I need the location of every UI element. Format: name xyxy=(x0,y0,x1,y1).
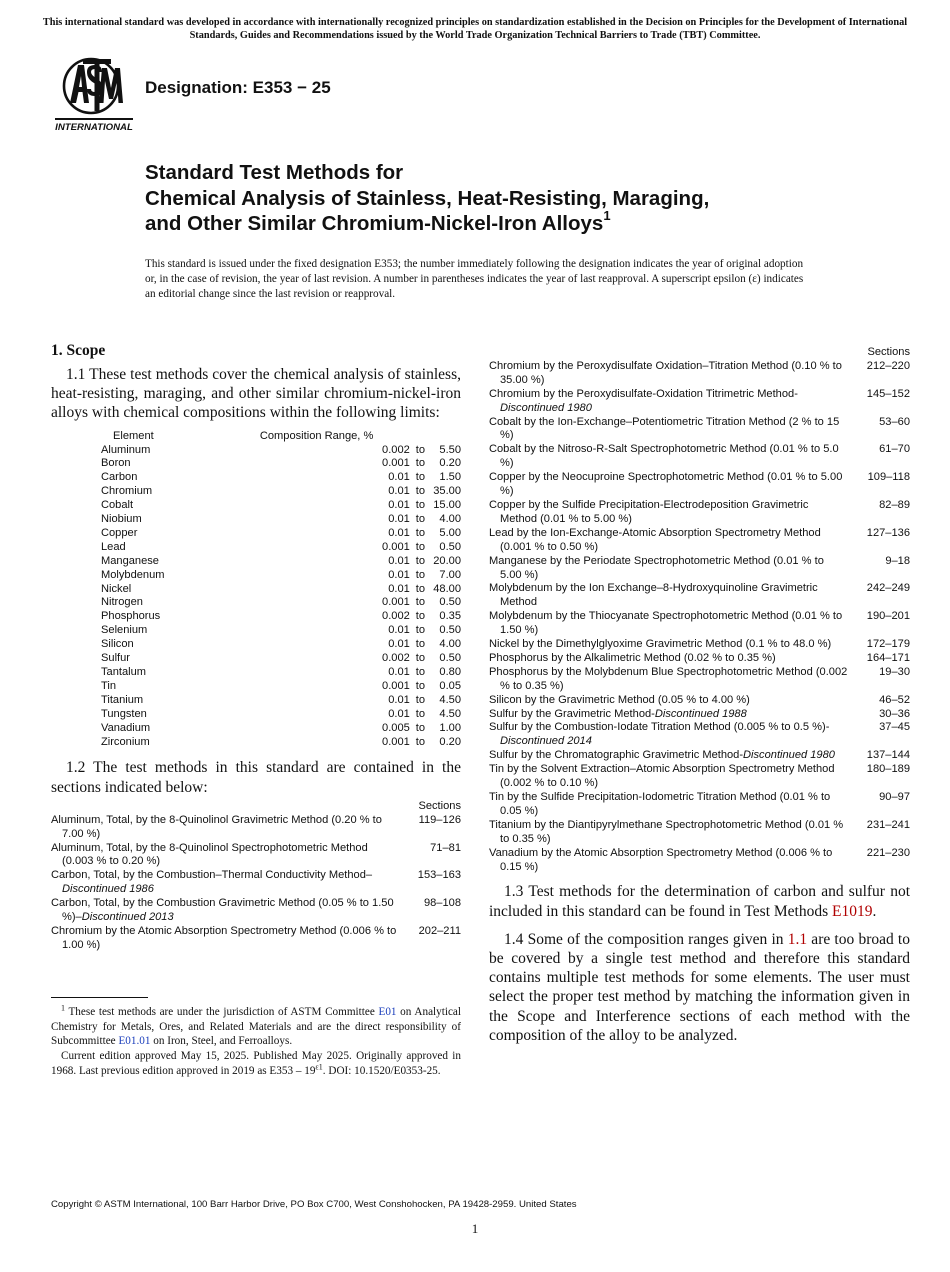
footnote-1-text-a: These test methods are under the jurisdiction of ASTM Committee xyxy=(65,1006,379,1018)
method-title xyxy=(51,925,409,953)
link-committee-e01[interactable]: E01 xyxy=(378,1006,397,1018)
page-number: 1 xyxy=(471,1221,479,1236)
composition-element: Chromium xyxy=(101,485,153,498)
composition-row xyxy=(101,708,461,722)
method-sections: 109–118 xyxy=(867,471,910,484)
composition-to: to xyxy=(415,596,426,609)
method-row xyxy=(489,749,910,763)
method-title xyxy=(51,869,409,897)
composition-low: 0.01 xyxy=(388,499,410,512)
footnote-doi: . DOI: 10.1520/E0353-25. xyxy=(322,1064,441,1077)
composition-element: Cobalt xyxy=(101,499,134,512)
method-title-text: Chromium by the Atomic Absorption Spectrometry Method (0.006 % to 1.00 %) xyxy=(51,925,397,951)
method-row xyxy=(489,443,910,471)
sections-header-left: Sections xyxy=(418,799,461,812)
composition-row xyxy=(101,444,461,458)
composition-to: to xyxy=(415,610,426,623)
composition-high: 0.50 xyxy=(439,624,461,637)
composition-low: 0.01 xyxy=(388,693,410,706)
composition-to: to xyxy=(415,485,426,498)
method-title xyxy=(489,847,858,875)
composition-to: to xyxy=(415,721,426,734)
method-sections: 19–30 xyxy=(879,665,910,678)
method-title xyxy=(489,527,858,555)
method-title-text: Aluminum, Total, by the 8-Quinolinol Spectrophotometric Method (0.003 % to 0.20 %) xyxy=(51,841,368,868)
composition-to: to xyxy=(415,679,426,692)
method-title xyxy=(51,814,409,842)
method-title xyxy=(489,708,858,722)
designation: Designation: E353 − 25 xyxy=(145,78,331,97)
composition-row xyxy=(101,736,461,750)
composition-high: 4.00 xyxy=(439,638,461,651)
paragraph-1-2: 1.2 The test methods in this standard are contained in the sections indicated below: xyxy=(51,759,461,796)
composition-to: to xyxy=(415,540,426,553)
composition-to: to xyxy=(415,499,426,512)
composition-element: Phosphorus xyxy=(101,610,161,623)
composition-high: 0.50 xyxy=(439,596,461,609)
composition-high: 5.50 xyxy=(439,443,461,456)
composition-to: to xyxy=(415,554,426,567)
method-sections: 153–163 xyxy=(417,869,461,882)
composition-low: 0.01 xyxy=(388,485,410,498)
composition-high: 35.00 xyxy=(433,485,461,498)
footnote-edition xyxy=(51,1049,461,1078)
footnotes xyxy=(51,1005,461,1079)
composition-low: 0.01 xyxy=(388,568,410,581)
composition-row xyxy=(101,638,461,652)
sections-header-right: Sections xyxy=(867,346,910,358)
method-title xyxy=(489,443,858,471)
method-discontinued-note: Discontinued 1986 xyxy=(62,883,154,896)
method-sections: 53–60 xyxy=(879,415,910,428)
title-line-2: Chemical Analysis of Stainless, Heat-Resisting, Maraging, xyxy=(145,186,710,210)
composition-high: 0.35 xyxy=(439,610,461,623)
composition-low: 0.002 xyxy=(382,443,410,456)
composition-header-element: Element xyxy=(113,429,154,442)
method-row xyxy=(51,925,461,953)
method-row xyxy=(489,638,910,652)
composition-element: Vanadium xyxy=(101,721,151,734)
composition-to: to xyxy=(415,652,426,665)
composition-row xyxy=(101,541,461,555)
footnote-1-text-b: on Analytical Chemistry for Metals, Ores, and Related Materials and are the direct responsibility of Subcommittee xyxy=(51,1006,462,1048)
composition-low: 0.01 xyxy=(388,526,410,539)
method-title xyxy=(489,819,858,847)
method-row xyxy=(489,416,910,444)
composition-high: 48.00 xyxy=(433,582,461,595)
composition-high: 4.50 xyxy=(439,693,461,706)
composition-row xyxy=(101,569,461,583)
method-title xyxy=(489,610,858,638)
method-title xyxy=(51,842,409,870)
composition-row xyxy=(101,555,461,569)
title-line-1: Standard Test Methods for xyxy=(145,161,404,184)
method-sections: 61–70 xyxy=(879,443,910,456)
method-row xyxy=(489,610,910,638)
composition-low: 0.002 xyxy=(382,652,410,665)
method-title-text: Manganese by the Periodate Spectrophotometric Method (0.01 % to 5.00 %) xyxy=(489,554,824,581)
right-column xyxy=(489,346,910,1045)
method-row xyxy=(489,555,910,583)
composition-low: 0.01 xyxy=(388,666,410,679)
method-title-text: Cobalt by the Ion-Exchange–Potentiometric Titration Method (2 % to 15 %) xyxy=(489,415,840,442)
method-sections: 30–36 xyxy=(879,707,910,720)
method-title xyxy=(51,897,409,925)
paragraph-1-1: 1.1 These test methods cover the chemical analysis of stainless, heat-resisting, maraging, and other similar chromium-nickel-iron alloys with chemical compositions within the following limits: xyxy=(51,366,461,422)
composition-row xyxy=(101,694,461,708)
composition-row xyxy=(101,499,461,513)
composition-high: 0.20 xyxy=(439,457,461,470)
method-row xyxy=(51,814,461,842)
composition-high: 1.00 xyxy=(439,721,461,734)
composition-row xyxy=(101,527,461,541)
method-row xyxy=(489,721,910,749)
method-title xyxy=(489,749,858,763)
title-footnote-marker[interactable]: 1 xyxy=(603,208,611,224)
method-title-text: Tin by the Sulfide Precipitation-Iodometric Titration Method (0.01 % to 0.05 %) xyxy=(489,791,831,817)
composition-to: to xyxy=(415,526,426,539)
paragraph-1-3 xyxy=(489,882,910,920)
composition-to: to xyxy=(415,457,426,470)
method-title-text: Copper by the Sulfide Precipitation-Electrodeposition Gravimetric Method (0.01 % to 5.00 %) xyxy=(489,498,809,525)
composition-element: Titanium xyxy=(101,693,144,706)
composition-low: 0.01 xyxy=(388,471,410,484)
astm-logo xyxy=(53,56,135,132)
composition-low: 0.01 xyxy=(388,707,410,720)
composition-element: Copper xyxy=(101,526,138,539)
method-discontinued-note: Discontinued 2013 xyxy=(81,911,174,924)
method-title-text: Silicon by the Gravimetric Method (0.05 % to 4.00 %) xyxy=(489,693,750,706)
composition-row xyxy=(101,652,461,666)
composition-row xyxy=(101,624,461,638)
composition-to: to xyxy=(415,707,426,720)
method-sections: 212–220 xyxy=(866,359,910,372)
composition-row xyxy=(101,471,461,485)
method-title xyxy=(489,416,858,444)
composition-to: to xyxy=(415,735,426,748)
composition-row xyxy=(101,596,461,610)
method-row xyxy=(489,791,910,819)
method-row xyxy=(51,897,461,925)
composition-row xyxy=(101,513,461,527)
composition-high: 0.20 xyxy=(439,735,461,748)
epsilon-superscript: ε1 xyxy=(315,1062,323,1072)
method-title xyxy=(489,499,858,527)
footnote-divider xyxy=(51,997,148,998)
method-sections: 172–179 xyxy=(866,638,910,651)
composition-row xyxy=(101,722,461,736)
composition-to: to xyxy=(415,638,426,651)
method-sections: 202–211 xyxy=(418,925,461,938)
composition-table xyxy=(101,430,461,750)
footnote-edition-text: Current edition approved May 15, 2025. Published May 2025. Originally approved in 1968. Last previous edition approved in 2019 as E353 – 19 xyxy=(51,1050,461,1077)
footnote-1 xyxy=(51,1005,461,1049)
composition-high: 4.00 xyxy=(439,513,461,526)
method-title-text: Tin by the Solvent Extraction–Atomic Absorption Spectrometry Method (0.002 % to 0.10 %) xyxy=(489,763,835,790)
method-sections: 190–201 xyxy=(866,610,910,623)
method-title xyxy=(489,555,858,583)
composition-row xyxy=(101,485,461,499)
composition-high: 0.50 xyxy=(439,652,461,665)
method-sections: 71–81 xyxy=(430,841,461,854)
method-discontinued-note: Discontinued 1988 xyxy=(654,707,747,720)
method-row xyxy=(489,847,910,875)
composition-high: 7.00 xyxy=(439,568,461,581)
method-row xyxy=(51,842,461,870)
composition-low: 0.01 xyxy=(388,554,410,567)
paragraph-1-4-text: 1.4 Some of the composition ranges given in xyxy=(504,930,788,948)
composition-to: to xyxy=(415,666,426,679)
composition-high: 4.50 xyxy=(439,707,461,720)
document-title xyxy=(145,160,865,237)
method-title xyxy=(489,652,858,666)
composition-element: Sulfur xyxy=(101,652,130,665)
method-title xyxy=(489,763,858,791)
composition-element: Boron xyxy=(101,457,131,470)
composition-element: Tantalum xyxy=(101,666,147,679)
method-row xyxy=(489,582,910,610)
paragraph-1-3-end: . xyxy=(872,902,877,920)
method-title xyxy=(489,388,858,416)
method-discontinued-note: Discontinued 1980 xyxy=(743,749,835,762)
composition-low: 0.001 xyxy=(382,596,410,609)
method-title-text: Sulfur by the Chromatographic Gravimetric Method- xyxy=(489,749,744,762)
method-title xyxy=(489,721,858,749)
scope-heading: 1. Scope xyxy=(51,342,106,359)
composition-low: 0.005 xyxy=(382,721,410,734)
composition-row xyxy=(101,583,461,597)
method-title-text: Aluminum, Total, by the 8-Quinolinol Gravimetric Method (0.20 % to 7.00 %) xyxy=(51,813,382,840)
composition-low: 0.001 xyxy=(382,457,410,470)
composition-to: to xyxy=(415,568,426,581)
method-row xyxy=(489,527,910,555)
methods-list-right xyxy=(489,360,910,875)
composition-low: 0.01 xyxy=(388,624,410,637)
link-subcommittee-e01-01[interactable]: E01.01 xyxy=(118,1035,151,1048)
composition-high: 20.00 xyxy=(433,554,461,567)
method-sections: 164–171 xyxy=(866,651,910,664)
method-row xyxy=(489,652,910,666)
method-sections: 180–189 xyxy=(866,763,910,776)
method-sections: 98–108 xyxy=(423,897,461,910)
composition-element: Nitrogen xyxy=(101,596,143,609)
composition-high: 0.50 xyxy=(439,540,461,553)
method-title xyxy=(489,791,858,819)
composition-element: Tungsten xyxy=(101,707,147,720)
method-row xyxy=(489,666,910,694)
method-title-text: Titanium by the Diantipyrylmethane Spectrophotometric Method (0.01 % to 0.35 %) xyxy=(489,818,844,845)
logo-text: INTERNATIONAL xyxy=(55,122,133,132)
method-title xyxy=(489,694,858,708)
method-sections: 137–144 xyxy=(866,749,910,762)
method-title-text: Carbon, Total, by the Combustion–Thermal Conductivity Method– xyxy=(51,869,373,882)
composition-to: to xyxy=(415,443,426,456)
composition-low: 0.01 xyxy=(388,513,410,526)
method-sections: 119–126 xyxy=(418,813,461,826)
composition-low: 0.001 xyxy=(382,540,410,553)
composition-table-body xyxy=(101,444,461,750)
composition-element: Molybdenum xyxy=(101,568,165,581)
method-row xyxy=(51,869,461,897)
title-line-3 xyxy=(145,208,865,237)
method-title-text: Chromium by the Peroxydisulfate-Oxidation Titrimetric Method- xyxy=(489,387,798,400)
composition-row xyxy=(101,610,461,624)
composition-to: to xyxy=(415,582,426,595)
title-line-3-text: and Other Similar Chromium-Nickel-Iron Alloys xyxy=(145,212,604,235)
composition-element: Nickel xyxy=(101,582,132,595)
method-sections: 9–18 xyxy=(885,554,910,567)
method-title-text: Vanadium by the Atomic Absorption Spectrometry Method (0.006 % to 0.15 %) xyxy=(489,846,833,873)
method-row xyxy=(489,499,910,527)
method-title-text: Carbon, Total, by the Combustion Gravimetric Method (0.05 % to 1.50 %)– xyxy=(51,897,394,924)
composition-element: Carbon xyxy=(101,471,138,484)
composition-row xyxy=(101,680,461,694)
method-row xyxy=(489,819,910,847)
composition-low: 0.001 xyxy=(382,679,410,692)
composition-element: Lead xyxy=(101,540,126,553)
composition-to: to xyxy=(415,693,426,706)
method-sections: 242–249 xyxy=(866,582,910,595)
method-title-text: Chromium by the Peroxydisulfate Oxidation–Titration Method (0.10 % to 35.00 %) xyxy=(489,359,842,386)
method-title-text: Phosphorus by the Alkalimetric Method (0.02 % to 0.35 %) xyxy=(489,651,776,664)
composition-high: 0.80 xyxy=(439,666,461,679)
method-title-text: Nickel by the Dimethylglyoxime Gravimetric Method (0.1 % to 48.0 %) xyxy=(489,638,832,651)
composition-high: 0.05 xyxy=(439,679,461,692)
method-row xyxy=(489,471,910,499)
composition-high: 15.00 xyxy=(433,499,461,512)
composition-element: Aluminum xyxy=(101,443,151,456)
left-column xyxy=(51,342,461,953)
method-title-text: Copper by the Neocuproine Spectrophotometric Method (0.01 % to 5.00 %) xyxy=(489,471,843,498)
method-row xyxy=(489,694,910,708)
composition-to: to xyxy=(415,513,426,526)
method-discontinued-note: Discontinued 1980 xyxy=(500,401,592,414)
composition-to: to xyxy=(415,624,426,637)
method-title xyxy=(489,360,858,388)
method-title-text: Sulfur by the Gravimetric Method- xyxy=(489,707,655,720)
method-sections: 145–152 xyxy=(866,387,910,400)
method-title-text: Lead by the Ion-Exchange-Atomic Absorption Spectrometry Method (0.001 % to 0.50 %) xyxy=(489,526,821,553)
astm-logo-icon xyxy=(53,56,135,132)
method-title-text: Cobalt by the Nitroso-R-Salt Spectrophotometric Method (0.01 % to 5.0 %) xyxy=(489,443,839,470)
methods-list-left xyxy=(51,814,461,953)
method-sections: 82–89 xyxy=(879,498,910,511)
composition-element: Manganese xyxy=(101,554,159,567)
method-sections: 37–45 xyxy=(879,721,910,734)
top-notice: This international standard was developed in accordance with internationally recognized principles on standardization established in the Decision on Principles for the Development of International Standards, Guides and Recommendations issued by the World Trade Organization Technical Barriers to Trade (TBT) Committee. xyxy=(42,17,908,41)
method-title xyxy=(489,471,858,499)
composition-element: Selenium xyxy=(101,624,148,637)
method-title xyxy=(489,638,858,652)
composition-high: 1.50 xyxy=(439,471,461,484)
composition-row xyxy=(101,666,461,680)
method-sections: 90–97 xyxy=(879,791,910,803)
composition-element: Tin xyxy=(101,679,116,692)
method-row xyxy=(489,388,910,416)
copyright: Copyright © ASTM International, 100 Barr Harbor Drive, PO Box C700, West Conshohocken, PA 19428-2959. United States xyxy=(51,1199,577,1210)
method-sections: 127–136 xyxy=(866,526,910,539)
link-e1019[interactable]: E1019 xyxy=(832,902,873,920)
footnote-1-marker: 1 xyxy=(61,1003,65,1013)
link-section-1-1[interactable]: 1.1 xyxy=(787,930,808,948)
method-title-text: Sulfur by the Combustion-Iodate Titration Method (0.005 % to 0.5 %)- xyxy=(489,721,830,734)
method-sections: 46–52 xyxy=(879,693,910,706)
composition-header-range: Composition Range, % xyxy=(259,429,374,442)
method-discontinued-note: Discontinued 2014 xyxy=(500,735,592,748)
composition-to: to xyxy=(415,471,426,484)
paragraph-1-3-text: 1.3 Test methods for the determination of carbon and sulfur not included in this standard can be found in Test Methods xyxy=(489,883,910,920)
composition-element: Niobium xyxy=(101,513,142,526)
method-title xyxy=(489,582,858,610)
method-title xyxy=(489,666,858,694)
composition-element: Silicon xyxy=(101,638,134,651)
method-title-text: Molybdenum by the Ion Exchange–8-Hydroxyquinoline Gravimetric Method xyxy=(489,582,818,609)
method-row xyxy=(489,360,910,388)
method-sections: 221–230 xyxy=(866,846,910,859)
method-row xyxy=(489,763,910,791)
issued-note: This standard is issued under the fixed designation E353; the number immediately following the designation indicates the year of original adoption or, in the case of revision, the year of last revision. A number in parentheses indicates the year of last reapproval. A superscript epsilon (ε) indicates an editorial change since the last revision or reapproval. xyxy=(145,258,804,300)
composition-low: 0.002 xyxy=(382,610,410,623)
method-row xyxy=(489,708,910,722)
composition-row xyxy=(101,457,461,471)
composition-low: 0.01 xyxy=(388,582,410,595)
composition-element: Zirconium xyxy=(101,735,150,748)
footnote-1-text-c: on Iron, Steel, and Ferroalloys. xyxy=(150,1035,293,1048)
method-title-text: Phosphorus by the Molybdenum Blue Spectrophotometric Method (0.002 % to 0.35 %) xyxy=(489,665,848,692)
composition-low: 0.01 xyxy=(388,638,410,651)
method-title-text: Molybdenum by the Thiocyanate Spectrophotometric Method (0.01 % to 1.50 %) xyxy=(489,610,843,637)
paragraph-1-4 xyxy=(489,930,910,1045)
method-sections: 231–241 xyxy=(866,818,910,831)
composition-high: 5.00 xyxy=(439,526,461,539)
composition-low: 0.001 xyxy=(382,735,410,748)
paragraph-1-4-rest: are too broad to be covered by a single test method and therefore this standard contains multiple test methods for some elements. The user must select the proper test method by matching the information given in the Scope and Interference sections of each method with the composition of the alloy to be analyzed. xyxy=(489,930,910,1044)
